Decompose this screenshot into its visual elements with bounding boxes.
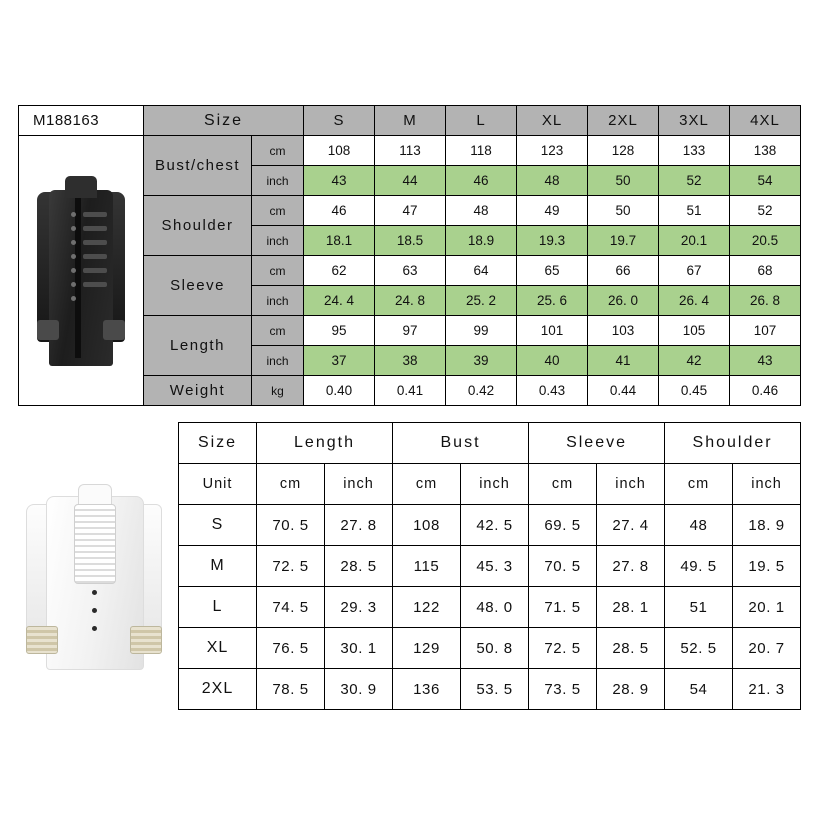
cell-value: 20.1: [659, 226, 730, 256]
cell-value: 0.45: [659, 376, 730, 406]
cell-value: 128: [588, 136, 659, 166]
cell-value: 74. 5: [257, 587, 325, 628]
cell-value: 95: [304, 316, 375, 346]
table-row-header: [19, 106, 801, 136]
cell-value: 0.41: [375, 376, 446, 406]
cell-value: 19. 5: [733, 546, 801, 587]
cell-value: 65: [517, 256, 588, 286]
product-code: M188163: [19, 106, 144, 136]
cell-value: 45. 3: [461, 546, 529, 587]
unit-shoulder-cm: cm: [665, 464, 733, 505]
unit-sleeve-inch: inch: [597, 464, 665, 505]
cell-value: 0.42: [446, 376, 517, 406]
cell-value: 0.40: [304, 376, 375, 406]
cell-value: 97: [375, 316, 446, 346]
row-size-m: M: [179, 546, 257, 587]
shirt-product-image: [20, 478, 168, 688]
unit-length-cm: cm: [257, 464, 325, 505]
size-header: Size: [144, 106, 304, 136]
bottom-size-chart-block: [178, 422, 800, 710]
cell-value: 108: [393, 505, 461, 546]
table-row: [179, 669, 801, 710]
cell-value: 26. 0: [588, 286, 659, 316]
cell-value: 26. 8: [730, 286, 801, 316]
coat-illustration: [35, 168, 127, 373]
coat-product-image: [19, 136, 144, 406]
cell-value: 70. 5: [257, 505, 325, 546]
cell-value: 28. 5: [597, 628, 665, 669]
size-col-m: M: [375, 106, 446, 136]
cell-value: 115: [393, 546, 461, 587]
shirt-size-table: [178, 422, 801, 710]
unit-cm: cm: [252, 316, 304, 346]
unit-row-label: Unit: [179, 464, 257, 505]
cell-value: 68: [730, 256, 801, 286]
cell-value: 108: [304, 136, 375, 166]
cell-value: 43: [304, 166, 375, 196]
size-col-4xl: 4XL: [730, 106, 801, 136]
cell-value: 62: [304, 256, 375, 286]
cell-value: 69. 5: [529, 505, 597, 546]
row-label-sleeve: Sleeve: [144, 256, 252, 316]
cell-value: 52: [659, 166, 730, 196]
header-size: Size: [179, 423, 257, 464]
cell-value: 133: [659, 136, 730, 166]
cell-value: 37: [304, 346, 375, 376]
row-label-shoulder: Shoulder: [144, 196, 252, 256]
unit-inch: inch: [252, 166, 304, 196]
cell-value: 103: [588, 316, 659, 346]
row-label-weight: Weight: [144, 376, 252, 406]
cell-value: 39: [446, 346, 517, 376]
unit-sleeve-cm: cm: [529, 464, 597, 505]
unit-length-inch: inch: [325, 464, 393, 505]
unit-bust-cm: cm: [393, 464, 461, 505]
cell-value: 48: [665, 505, 733, 546]
top-size-chart-block: [18, 105, 800, 406]
unit-inch: inch: [252, 226, 304, 256]
header-sleeve: Sleeve: [529, 423, 665, 464]
cell-value: 67: [659, 256, 730, 286]
size-col-l: L: [446, 106, 517, 136]
unit-cm: cm: [252, 256, 304, 286]
size-col-xl: XL: [517, 106, 588, 136]
cell-value: 72. 5: [529, 628, 597, 669]
cell-value: 21. 3: [733, 669, 801, 710]
row-size-s: S: [179, 505, 257, 546]
cell-value: 19.7: [588, 226, 659, 256]
header-bust: Bust: [393, 423, 529, 464]
unit-cm: cm: [252, 196, 304, 226]
cell-value: 123: [517, 136, 588, 166]
cell-value: 0.43: [517, 376, 588, 406]
cell-value: 28. 5: [325, 546, 393, 587]
cell-value: 25. 6: [517, 286, 588, 316]
cell-value: 63: [375, 256, 446, 286]
row-size-2xl: 2XL: [179, 669, 257, 710]
row-label-bust: Bust/chest: [144, 136, 252, 196]
cell-value: 50. 8: [461, 628, 529, 669]
size-col-3xl: 3XL: [659, 106, 730, 136]
cell-value: 66: [588, 256, 659, 286]
cell-value: 122: [393, 587, 461, 628]
unit-shoulder-inch: inch: [733, 464, 801, 505]
unit-cm: cm: [252, 136, 304, 166]
cell-value: 52: [730, 196, 801, 226]
cell-value: 18.9: [446, 226, 517, 256]
cell-value: 72. 5: [257, 546, 325, 587]
cell-value: 24. 8: [375, 286, 446, 316]
table-row: [179, 505, 801, 546]
cell-value: 64: [446, 256, 517, 286]
cell-value: 118: [446, 136, 517, 166]
cell-value: 50: [588, 166, 659, 196]
cell-value: 71. 5: [529, 587, 597, 628]
cell-value: 26. 4: [659, 286, 730, 316]
unit-inch: inch: [252, 286, 304, 316]
cell-value: 101: [517, 316, 588, 346]
cell-value: 24. 4: [304, 286, 375, 316]
cell-value: 48: [517, 166, 588, 196]
cell-value: 99: [446, 316, 517, 346]
cell-value: 27. 4: [597, 505, 665, 546]
cell-value: 49: [517, 196, 588, 226]
row-size-xl: XL: [179, 628, 257, 669]
table-row: [19, 136, 801, 166]
cell-value: 20. 7: [733, 628, 801, 669]
shirt-illustration: [20, 478, 168, 688]
table-row: [179, 546, 801, 587]
table-row: [179, 628, 801, 669]
cell-value: 27. 8: [597, 546, 665, 587]
cell-value: 113: [375, 136, 446, 166]
cell-value: 18.5: [375, 226, 446, 256]
cell-value: 136: [393, 669, 461, 710]
cell-value: 50: [588, 196, 659, 226]
cell-value: 129: [393, 628, 461, 669]
unit-inch: inch: [252, 346, 304, 376]
cell-value: 49. 5: [665, 546, 733, 587]
cell-value: 43: [730, 346, 801, 376]
cell-value: 54: [730, 166, 801, 196]
cell-value: 107: [730, 316, 801, 346]
cell-value: 73. 5: [529, 669, 597, 710]
cell-value: 138: [730, 136, 801, 166]
size-col-s: S: [304, 106, 375, 136]
cell-value: 47: [375, 196, 446, 226]
header-shoulder: Shoulder: [665, 423, 801, 464]
cell-value: 40: [517, 346, 588, 376]
table-row-header: [179, 423, 801, 464]
cell-value: 28. 9: [597, 669, 665, 710]
size-col-2xl: 2XL: [588, 106, 659, 136]
table-row: [179, 587, 801, 628]
cell-value: 46: [304, 196, 375, 226]
cell-value: 0.44: [588, 376, 659, 406]
cell-value: 48. 0: [461, 587, 529, 628]
cell-value: 54: [665, 669, 733, 710]
table-row-units: [179, 464, 801, 505]
cell-value: 78. 5: [257, 669, 325, 710]
cell-value: 30. 9: [325, 669, 393, 710]
coat-size-table: [18, 105, 801, 406]
cell-value: 105: [659, 316, 730, 346]
cell-value: 42: [659, 346, 730, 376]
cell-value: 38: [375, 346, 446, 376]
cell-value: 70. 5: [529, 546, 597, 587]
header-length: Length: [257, 423, 393, 464]
cell-value: 30. 1: [325, 628, 393, 669]
cell-value: 29. 3: [325, 587, 393, 628]
cell-value: 76. 5: [257, 628, 325, 669]
unit-kg: kg: [252, 376, 304, 406]
cell-value: 42. 5: [461, 505, 529, 546]
cell-value: 20.5: [730, 226, 801, 256]
cell-value: 0.46: [730, 376, 801, 406]
cell-value: 51: [665, 587, 733, 628]
row-size-l: L: [179, 587, 257, 628]
cell-value: 46: [446, 166, 517, 196]
cell-value: 41: [588, 346, 659, 376]
row-label-length: Length: [144, 316, 252, 376]
cell-value: 27. 8: [325, 505, 393, 546]
cell-value: 44: [375, 166, 446, 196]
cell-value: 18. 9: [733, 505, 801, 546]
cell-value: 18.1: [304, 226, 375, 256]
cell-value: 52. 5: [665, 628, 733, 669]
cell-value: 19.3: [517, 226, 588, 256]
cell-value: 20. 1: [733, 587, 801, 628]
unit-bust-inch: inch: [461, 464, 529, 505]
cell-value: 51: [659, 196, 730, 226]
cell-value: 25. 2: [446, 286, 517, 316]
cell-value: 48: [446, 196, 517, 226]
cell-value: 53. 5: [461, 669, 529, 710]
cell-value: 28. 1: [597, 587, 665, 628]
